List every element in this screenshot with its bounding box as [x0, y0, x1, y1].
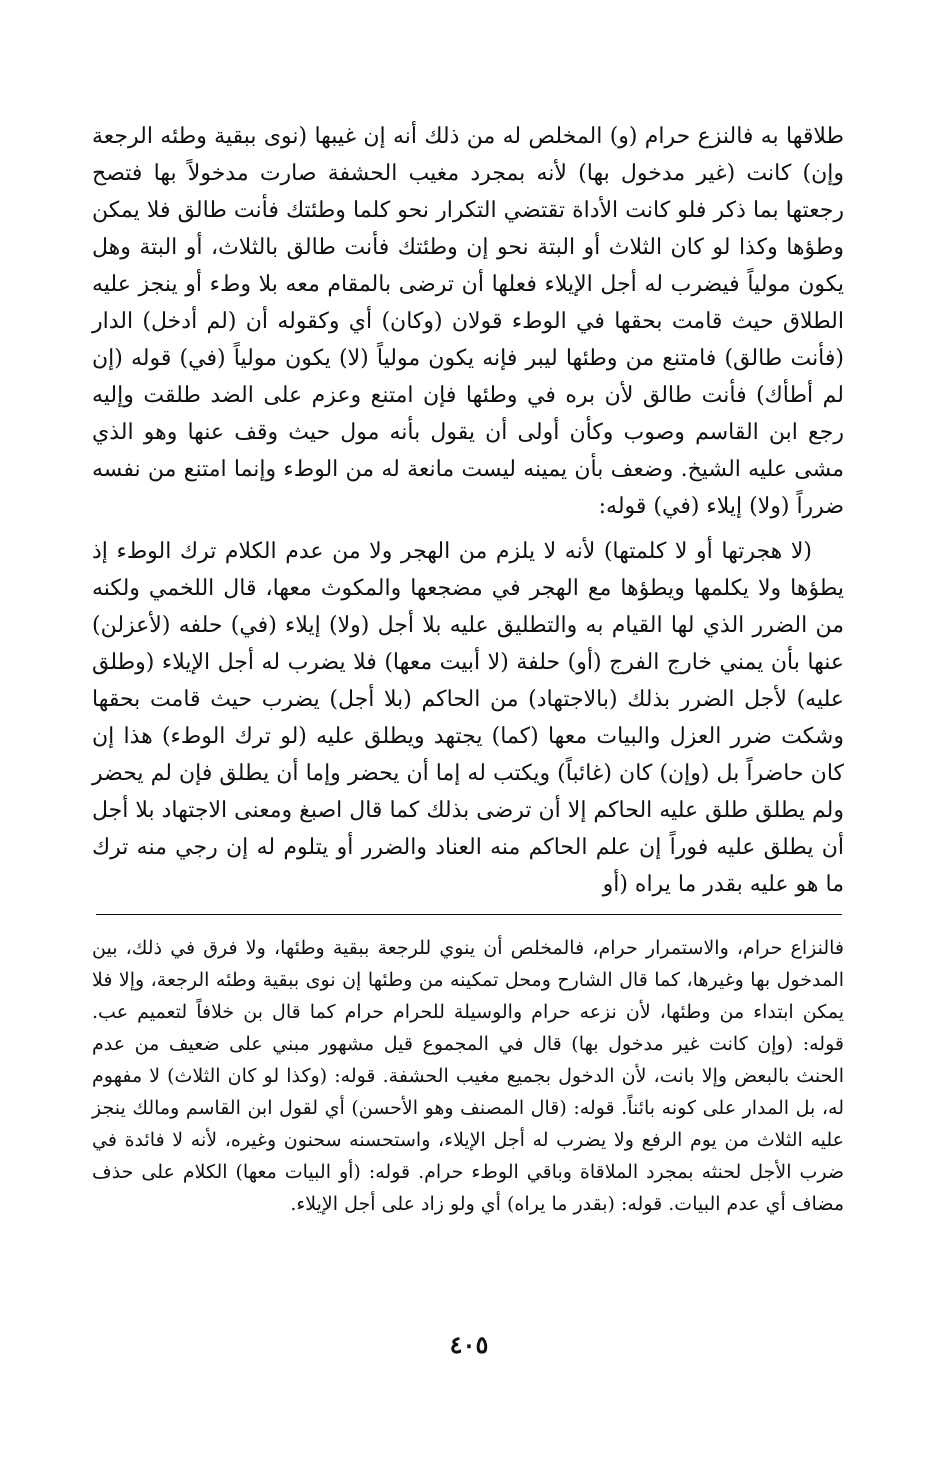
- footnote-text: فالنزاع حرام، والاستمرار حرام، فالمخلص أن ينوي للرجعة ببقية وطئها، ولا فرق في ذلك، بين المدخول بها وغيرها، كما قال الشارح ومحل تمكينه من وطئها إن نوى ببقية وطئه الرجعة، وإلا فلا يمكن ابتداء من وطئها، لأن نزعه حرام والوسيلة للحرام حرام كما قال بن خلافاً لتعميم عب. قوله: (وإن كانت غير مدخول بها) قال في المجموع قيل مشهور مبني على ضعيف من عدم الحنث بالبعض وإلا بانت، لأن الدخول بجميع مغيب الحشفة. قوله: (وكذا لو كان الثلاث) لا مفهوم له، بل المدار على كونه بائناً. قوله: (قال المصنف وهو الأحسن) أي لقول ابن القاسم ومالك ينجز عليه الثلاث من يوم الرفع ولا يضرب له أجل الإيلاء، واستحسنه سحنون وغيره، لأنه لا فائدة في ضرب الأجل لحنثه بمجرد الملاقاة وباقي الوطء حرام. قوله: (أو البيات معها) الكلام على حذف مضاف أي عدم البيات. قوله: (بقدر ما يراه) أي ولو زاد على أجل الإيلاء.: [92, 937, 844, 1215]
- main-paragraph-1: طلاقها به فالنزع حرام (و) المخلص له من ذلك أنه إن غيبها (نوى ببقية وطئه الرجعة وإن) كانت (غير مدخول بها) لأنه بمجرد مغيب الحشفة صارت مدخولاً بها فتصح رجعتها بما ذكر فلو كانت الأداة تقتضي التكرار نحو كلما وطئتك فأنت طالق فلا يمكن وطؤها وكذا لو كان الثلاث أو البتة نحو إن وطئتك فأنت طالق بالثلاث، أو البتة وهل يكون مولياً فيضرب له أجل الإيلاء فعلها أن ترضى بالمقام معه بلا وطء أو ينجز عليه الطلاق حيث قامت بحقها في الوطء قولان (وكان) أي وكقوله أن (لم أدخل) الدار (فأنت طالق) فامتنع من وطئها ليبر فإنه يكون مولياً (لا) يكون مولياً (في) قوله (إن لم أطأك) فأنت طالق لأن بره في وطئها فإن امتنع وعزم على الضد طلقت وإليه رجع ابن القاسم وصوب وكأن أولى أن يقول بأنه مول حيث وقف عنها وهو الذي مشى عليه الشيخ. وضعف بأن يمينه ليست مانعة له من الوطء وإنما امتنع من نفسه ضرراً (ولا) إيلاء (في) قوله:: [92, 124, 844, 519]
- footnote-separator: [96, 914, 842, 915]
- main-text: [92, 118, 844, 903]
- footnotes: [92, 932, 844, 1220]
- main-paragraph-2: (لا هجرتها أو لا كلمتها) لأنه لا يلزم من الهجر ولا من عدم الكلام ترك الوطء إذ يطؤها ولا يكلمها ويطؤها مع الهجر في مضجعها والمكوث معها، قال اللخمي ولكنه من الضرر الذي لها القيام به والتطليق عليه بلا أجل (ولا) إيلاء (في) حلفه (لأعزلن) عنها بأن يمني خارج الفرج (أو) حلفة (لا أبيت معها) فلا يضرب له أجل الإيلاء (وطلق عليه) لأجل الضرر بذلك (بالاجتهاد) من الحاكم (بلا أجل) يضرب حيث قامت بحقها وشكت ضرر العزل والبيات معها (كما) يجتهد ويطلق عليه (لو ترك الوطء) هذا إن كان حاضراً بل (وإن) كان (غائباً) ويكتب له إما أن يحضر وإما أن يطلق فإن لم يحضر ولم يطلق طلق عليه الحاكم إلا أن ترضى بذلك كما قال اصبغ ومعنى الاجتهاد بلا أجل أن يطلق عليه فوراً إن علم الحاكم منه العناد والضرر أو يتلوم له إن رجي منه ترك ما هو عليه بقدر ما يراه (أو: [91, 539, 844, 897]
- page-number: ٤٠٥: [449, 1330, 489, 1359]
